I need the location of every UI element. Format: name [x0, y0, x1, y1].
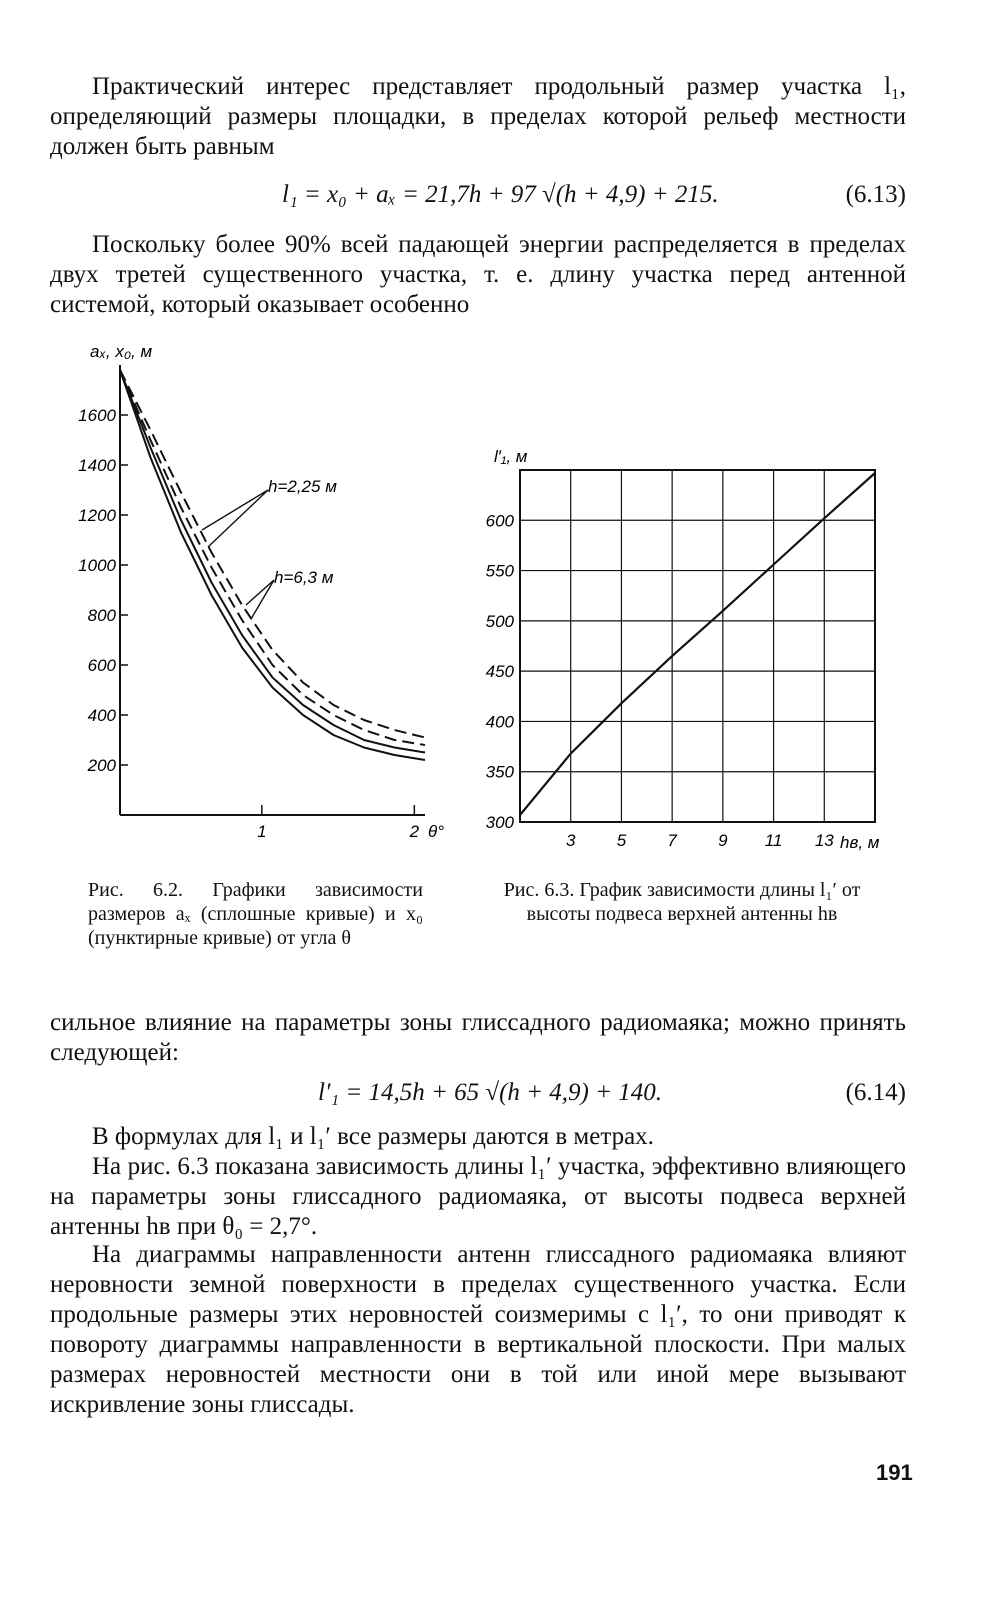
fig62-y-tick-label: 1400	[78, 456, 116, 475]
fig62-x-tick-label: 2	[409, 822, 420, 841]
fig63-x-tick-label: 3	[565, 831, 576, 850]
fig62-y-tick-label: 400	[87, 706, 116, 725]
fig62-x-tick-label: 1	[257, 822, 267, 841]
fig63-y-tick-label: 600	[485, 511, 514, 531]
fig62-y-axis-label: aₓ, x₀, м	[90, 342, 153, 361]
figure-6-2-chart	[60, 335, 460, 855]
fig62-leader-line	[251, 580, 274, 619]
fig62-annotation-h63: h=6,3 м	[274, 568, 334, 587]
fig63-y-axis-label: l′₁, м	[494, 447, 528, 466]
fig62-series-ax-1	[120, 370, 425, 753]
fig62-leader-line	[246, 580, 274, 605]
caption-figure-6-2: Рис. 6.2. Графики зависимости размеров aₓ (сплошные кривые) и x₀ (пунктирные кривые) от угла θ	[88, 879, 423, 949]
fig62-y-tick-label: 800	[87, 606, 116, 625]
fig62-leader-line	[202, 490, 268, 530]
fig63-frame	[520, 470, 875, 822]
fig62-y-tick-label: 1600	[78, 406, 116, 425]
fig62-series-ax-0	[120, 370, 425, 760]
fig63-x-tick-label: 9	[718, 831, 728, 850]
fig63-x-axis-label: hв, м	[840, 833, 880, 852]
fig63-x-tick-label: 11	[764, 831, 783, 850]
paragraph-intro: Практический интерес представляет продольный размер участка l₁, определяющий размеры площадки, в пределах которой рельеф местности должен быть равным	[50, 73, 906, 160]
paragraph-irregularities: На диаграммы направленности антенн глиссадного радиомаяка влияют неровности земной поверхности в пределах существенного участка. Если продольные размеры этих неровностей соизмеримы с l₁′, то они приводят к повороту диаграммы направленности в вертикальной плоскости. При малых размерах неровностей местности они в той или иной мере вызывают искривление зоны глиссады.	[50, 1241, 906, 1418]
fig63-x-tick-label: 5	[616, 831, 627, 850]
equation-number-6-14: (6.14)	[845, 1079, 906, 1106]
page-number: 191	[876, 1460, 913, 1485]
fig63-y-tick-label: 400	[485, 712, 514, 732]
fig62-annotation-h225: h=2,25 м	[268, 477, 337, 496]
fig62-series-x0-3	[120, 370, 425, 738]
figure-6-3-chart	[470, 440, 910, 860]
paragraph-zone: сильное влияние на параметры зоны глиссадного радиомаяка; можно принять следующей:	[50, 1009, 906, 1066]
equation-6-13: l₁ = x₀ + aₓ = 21,7h + 97 √(h + 4,9) + 215.	[282, 181, 719, 208]
fig62-y-tick-label: 600	[87, 656, 116, 675]
equation-6-14: l′₁ = 14,5h + 65 √(h + 4,9) + 140.	[318, 1079, 662, 1106]
paragraph-fig63-description: На рис. 6.3 показана зависимость длины l₁′ участка, эффективно влияющего на параметры зоны глиссадного радиомаяка, от высоты подвеса верхней антенны hв при θ₀ = 2,7°.	[50, 1153, 906, 1240]
fig62-leader-line	[208, 490, 268, 547]
caption-figure-6-3: Рис. 6.3. График зависимости длины l₁′ от высоты подвеса верхней антенны hв	[503, 879, 861, 925]
fig63-x-tick-label: 13	[814, 831, 834, 850]
fig63-y-tick-label: 550	[485, 561, 514, 581]
fig62-y-tick-label: 200	[87, 756, 116, 775]
fig63-x-tick-label: 7	[667, 831, 677, 850]
paragraph-units: В формулах для l₁ и l₁′ все размеры даются в метрах.	[92, 1123, 654, 1150]
fig62-y-tick-label: 1000	[78, 556, 116, 575]
fig62-x-axis-label: θ°	[428, 822, 445, 841]
fig62-y-tick-label: 1200	[78, 506, 116, 525]
fig63-y-tick-label: 350	[485, 762, 514, 782]
fig63-y-tick-label: 450	[485, 662, 514, 682]
fig63-y-tick-label: 300	[485, 813, 514, 832]
fig63-y-tick-label: 500	[485, 611, 514, 631]
fig63-series-l1-prime	[520, 473, 875, 815]
paragraph-energy: Поскольку более 90% всей падающей энергии распределяется в пределах двух третей существенного участка, т. е. длину участка перед антенной системой, который оказывает особенно	[50, 231, 906, 318]
equation-number-6-13: (6.13)	[845, 181, 906, 208]
